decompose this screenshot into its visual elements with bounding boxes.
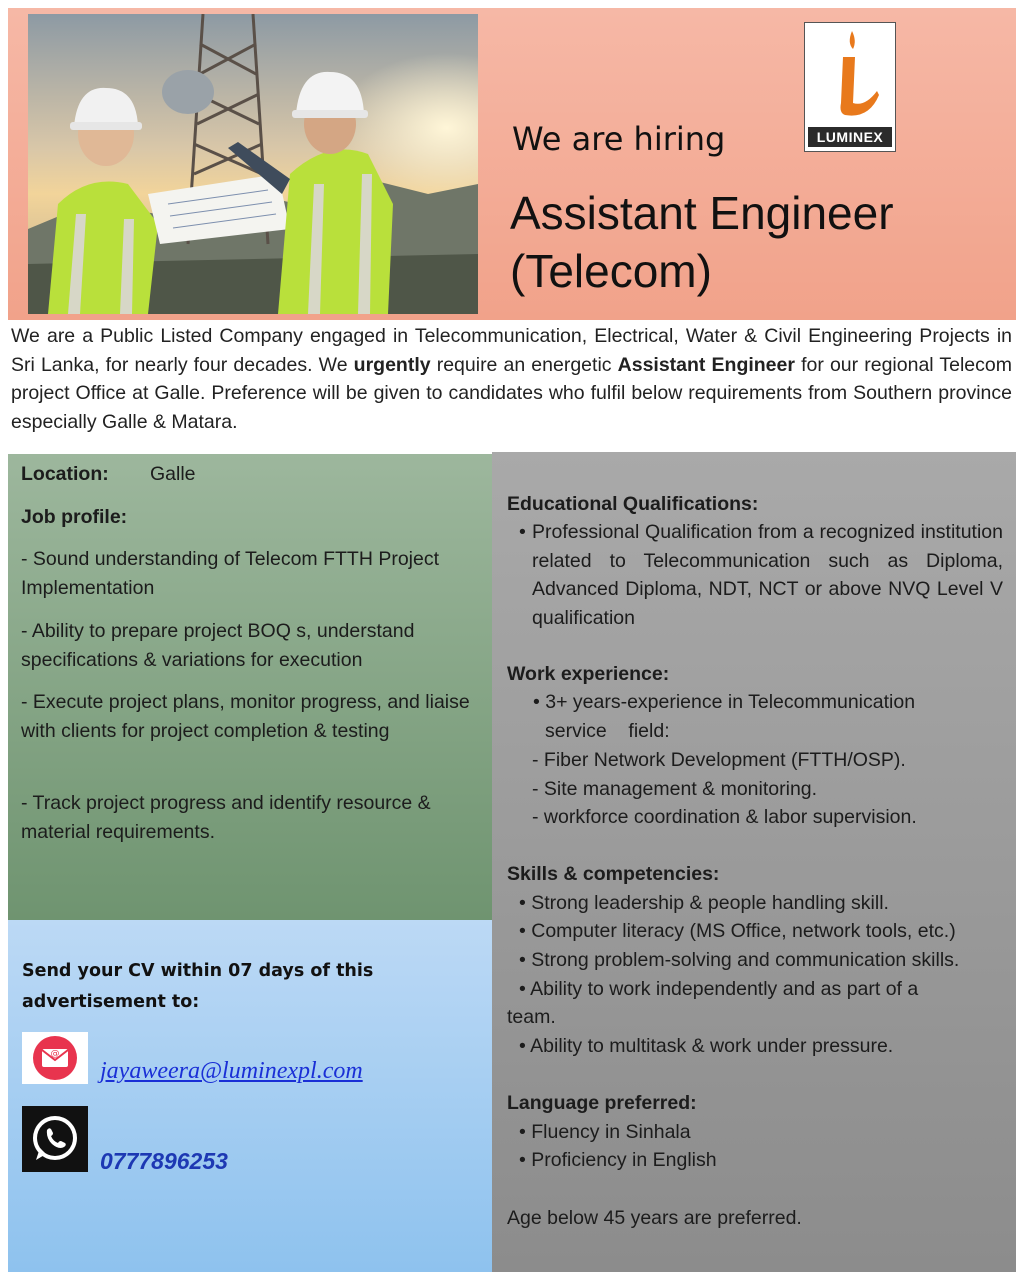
work-sub-item: - Fiber Network Development (FTTH/OSP). [532,749,906,771]
language-item: • Proficiency in English [519,1149,717,1171]
work-sub-item: - workforce coordination & labor supervision. [532,806,917,828]
cv-instruction [22,956,442,1018]
job-profile-label: Job profile: [21,506,128,528]
location-value: Galle [150,463,196,485]
skills-label: Skills & competencies: [507,863,720,885]
profile-item: - Sound understanding of Telecom FTTH Project Implementation [21,548,440,599]
intro-bold-urgently: urgently [353,353,431,376]
skill-item: • Ability to work independently and as part of a [519,978,919,1000]
profile-item: - Track project progress and identify resource & material requirements. [21,792,431,843]
skill-item: • Computer literacy (MS Office, network tools, etc.) [519,920,956,942]
cv-line2: advertisement to: [22,992,200,1012]
cv-line1: Send your CV within 07 days of this [22,961,374,981]
skill-item: • Ability to multitask & work under pressure. [519,1035,894,1057]
email-icon [22,1032,88,1084]
skill-item: • Strong leadership & people handling skill. [519,892,889,914]
email-link[interactable]: jayaweera@luminexpl.com [100,1058,363,1084]
hiring-heading: We are hiring [512,120,726,158]
work-item-cont: service field: [545,720,670,742]
intro-bold-role: Assistant Engineer [617,353,795,376]
job-title [510,184,990,300]
profile-item: - Ability to prepare project BOQ s, understand specifications & variations for execution [21,620,415,671]
phone-number[interactable]: 0777896253 [100,1148,228,1174]
location-label: Location: [21,463,109,485]
education-item: Professional Qualification from a recognized institution related to Telecommunication such as Diploma, Advanced Diploma, NDT, NCT or above NVQ Level V qualification [532,521,1003,629]
whatsapp-icon [22,1106,88,1172]
job-title-line1: Assistant Engineer [510,187,894,239]
education-label: Educational Qualifications: [507,493,759,515]
job-title-line2: (Telecom) [510,245,712,297]
work-item: • 3+ years-experience in Telecommunication [533,691,916,713]
intro-part3: for our regional Telecom project Office at Galle. Preference will be given to candidates who fulfil below requirements from Southern province especially Galle & Matara. [11,353,1012,433]
language-label: Language preferred: [507,1092,697,1114]
intro-part1: We are a Public Listed Company engaged in Telecommunication, Electrical, Water & Civil Engineering Projects in Sri Lanka, for nearly four decades. We [11,325,1012,376]
luminex-logo-icon [804,22,896,152]
skill-item: • Strong problem-solving and communication skills. [519,949,960,971]
skill-item-cont: team. [507,1006,556,1028]
age-note: Age below 45 years are preferred. [507,1207,802,1229]
work-experience-label: Work experience: [507,663,670,685]
svg-text:@: @ [50,1049,60,1059]
work-sub-item: - Site management & monitoring. [532,778,818,800]
language-item: • Fluency in Sinhala [519,1121,691,1143]
logo-text: LUMINEX [808,127,892,147]
profile-item: - Execute project plans, monitor progress, and liaise with clients for project completion & testing [21,691,470,742]
intro-paragraph [11,322,1012,436]
education-bullet: • [519,521,526,543]
engineers-photo [28,14,478,314]
intro-part2: require an energetic [430,353,618,376]
